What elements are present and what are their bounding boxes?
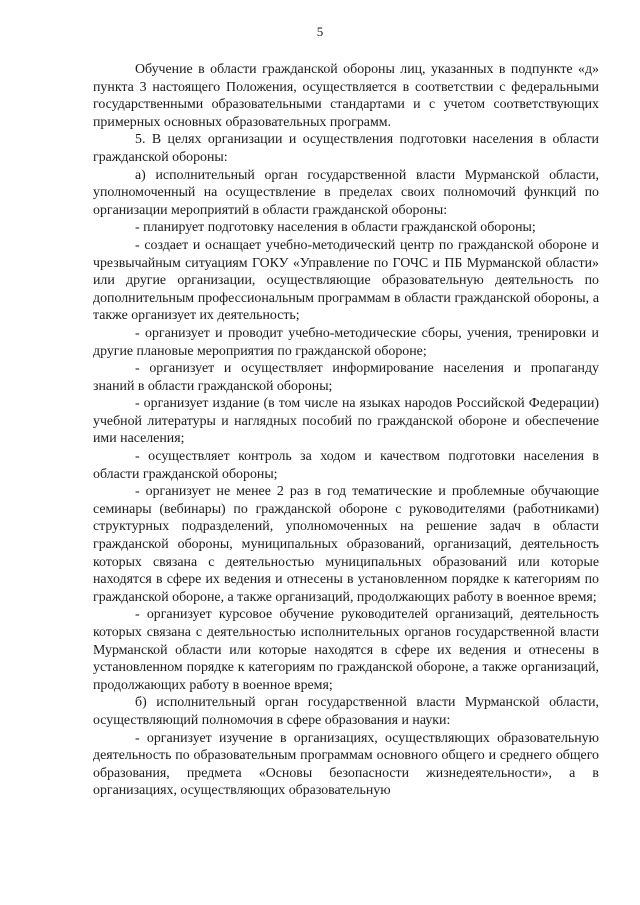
paragraph: а) исполнительный орган государственной власти Мурманской области, уполномоченный на осуществление в пределах своих полномочий функций по организации мероприятий в области гражданской обороны: — [93, 167, 599, 218]
paragraph: - организует не менее 2 раз в год тематические и проблемные обучающие семинары (вебинары) по гражданской обороне с руководителями (работниками) структурных подразделений, уполномоченных на решение задач в области гражданской обороны, муниципальных образований, организаций, деятельность которых связана с деятельностью муниципальных образований или которые находятся в сфере их ведения и отнесены в установленном порядке к категориям по гражданской обороне, а также организаций, продолжающих работу в военное время; — [93, 484, 599, 605]
document-body — [93, 61, 599, 800]
paragraph: - организует и осуществляет информирование населения и пропаганду знаний в области гражданской обороны; — [93, 361, 599, 394]
paragraph: б) исполнительный орган государственной власти Мурманской области, осуществляющий полномочия в сфере образования и науки: — [93, 695, 599, 728]
paragraph: 5. В целях организации и осуществления подготовки населения в области гражданской обороны: — [93, 132, 599, 165]
paragraph: - осуществляет контроль за ходом и качеством подготовки населения в области гражданской обороны; — [93, 449, 599, 482]
paragraph: - организует изучение в организациях, осуществляющих образовательную деятельность по образовательным программам основного общего и среднего общего образования, предмета «Основы безопасности жизнедеятельности», а в организациях, осуществляющих образовательную — [93, 730, 599, 799]
paragraph: - организует и проводит учебно-методические сборы, учения, тренировки и другие плановые мероприятия по гражданской обороне; — [93, 325, 599, 359]
paragraph: - создает и оснащает учебно-методический центр по гражданской обороне и чрезвычайным ситуациям ГОКУ «Управление по ГОЧС и ПБ Мурманской области» или другие организации, осуществляющие образовательную деятельность по дополнительным профессиональным программам в области гражданской обороны, а также организует их деятельность; — [93, 237, 599, 324]
paragraph: - планирует подготовку населения в области гражданской обороны; — [135, 220, 536, 236]
page-number: 5 — [316, 24, 324, 39]
paragraph: - организует курсовое обучение руководителей организаций, деятельность которых связана с деятельностью исполнительных органов государственной власти Мурманской области или которые находятся в сфере их ведения и отнесены в установленном порядке к категориям по гражданской обороне, а также организаций, продолжающих работу в военное время; — [93, 607, 599, 693]
paragraph: - организует издание (в том числе на языках народов Российской Федерации) учебной литературы и наглядных пособий по гражданской обороне и обеспечение ими населения; — [93, 396, 599, 447]
paragraph: Обучение в области гражданской обороны лиц, указанных в подпункте «д» пункта 3 настоящего Положения, осуществляется в соответствии с федеральными государственными образовательными стандартами и с учетом соответствующих примерных основных образовательных программ. — [93, 62, 599, 130]
